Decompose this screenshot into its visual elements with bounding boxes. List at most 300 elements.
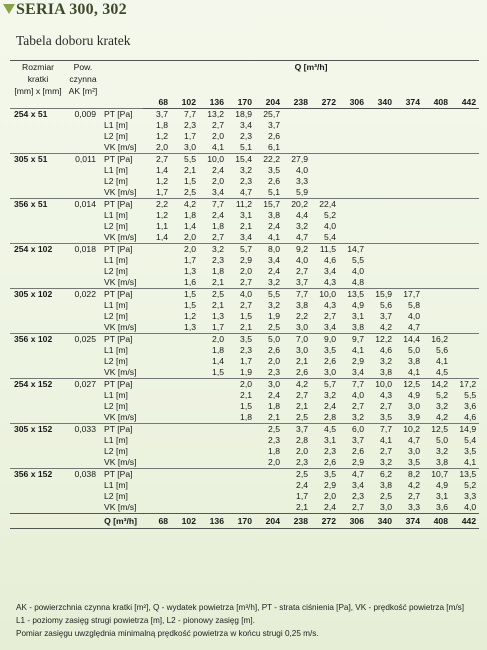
grille-area xyxy=(66,502,100,514)
value-cell xyxy=(199,480,227,491)
value-cell xyxy=(255,502,283,514)
value-cell: 1,5 xyxy=(212,367,224,377)
value-cell xyxy=(143,277,171,289)
value-cell: 2,1 xyxy=(268,412,280,422)
q-value: 238 xyxy=(283,97,311,109)
value-cell xyxy=(367,120,395,131)
q-value: 136 xyxy=(199,514,227,529)
grille-size: 356 x 102 xyxy=(10,334,66,346)
value-cell: 5,7 xyxy=(227,244,255,256)
value-cell xyxy=(227,480,255,491)
value-cell: 2,4 xyxy=(296,480,308,490)
value-cell: 2,6 xyxy=(268,176,280,186)
value-cell xyxy=(143,379,171,391)
value-cell: 3,5 xyxy=(408,457,420,467)
value-cell: 1,2 xyxy=(156,176,168,186)
grille-area: 0,014 xyxy=(66,199,100,211)
selection-table xyxy=(10,60,479,529)
value-cell: 3,5 xyxy=(311,469,339,481)
value-cell: 4,1 xyxy=(352,345,364,355)
value-cell xyxy=(227,491,255,502)
value-cell xyxy=(143,255,171,266)
value-cell xyxy=(143,244,171,256)
table-row xyxy=(10,244,479,256)
table-row xyxy=(10,457,479,469)
table-row xyxy=(10,300,479,311)
value-cell: 4,2 xyxy=(283,379,311,391)
value-cell: 1,8 xyxy=(212,221,224,231)
value-cell: 1,5 xyxy=(240,311,252,321)
grille-area xyxy=(66,356,100,367)
legend xyxy=(16,601,481,640)
value-cell: 5,9 xyxy=(296,187,308,197)
value-cell: 1,5 xyxy=(184,300,196,310)
q-value: 408 xyxy=(423,514,451,529)
value-cell: 1,9 xyxy=(268,311,280,321)
value-cell: 3,8 xyxy=(408,356,420,366)
label-header-cell xyxy=(100,73,143,85)
parameter-label: PT [Pa] xyxy=(100,379,143,391)
value-cell: 1,9 xyxy=(240,367,252,377)
q-value: 374 xyxy=(395,514,423,529)
parameter-label: PT [Pa] xyxy=(100,424,143,436)
value-cell: 4,7 xyxy=(296,232,308,242)
table-row xyxy=(10,232,479,244)
value-cell: 3,4 xyxy=(212,187,224,197)
parameter-label: PT [Pa] xyxy=(100,289,143,301)
q-value: 442 xyxy=(451,97,479,109)
grille-size xyxy=(10,277,66,289)
value-cell xyxy=(227,424,255,436)
value-cell: 9,7 xyxy=(339,334,367,346)
grille-area xyxy=(66,412,100,424)
value-cell: 1,4 xyxy=(156,232,168,242)
grille-size xyxy=(10,120,66,131)
parameter-label: L1 [m] xyxy=(104,165,128,175)
value-cell xyxy=(143,289,171,301)
value-cell: 1,7 xyxy=(240,356,252,366)
value-cell: 3,5 xyxy=(380,412,392,422)
value-cell xyxy=(339,232,367,244)
value-cell: 2,1 xyxy=(240,390,252,400)
grille-area xyxy=(66,176,100,187)
value-cell xyxy=(199,401,227,412)
value-cell: 4,9 xyxy=(352,300,364,310)
value-cell xyxy=(311,176,339,187)
table-row xyxy=(10,277,479,289)
value-cell: 2,2 xyxy=(143,199,171,211)
value-cell: 2,7 xyxy=(212,120,224,130)
value-cell: 12,2 xyxy=(367,334,395,346)
table-row xyxy=(10,390,479,401)
value-cell xyxy=(199,412,227,424)
grille-size xyxy=(10,345,66,356)
value-cell xyxy=(367,277,395,289)
value-cell: 2,4 xyxy=(268,390,280,400)
value-cell: 4,3 xyxy=(324,300,336,310)
q-value: 204 xyxy=(255,514,283,529)
value-cell: 2,6 xyxy=(268,345,280,355)
value-cell xyxy=(395,154,423,166)
value-cell: 5,6 xyxy=(380,300,392,310)
value-cell xyxy=(395,210,423,221)
grille-size xyxy=(10,401,66,412)
grille-area xyxy=(66,367,100,379)
grille-area: 0,022 xyxy=(66,289,100,301)
value-cell: 1,8 xyxy=(212,266,224,276)
value-cell xyxy=(171,435,199,446)
value-cell xyxy=(451,367,479,379)
grille-area: 0,027 xyxy=(66,379,100,391)
value-cell: 4,3 xyxy=(324,277,336,287)
area-header-cell: AK [m²] xyxy=(68,86,98,96)
parameter-label: PT [Pa] xyxy=(100,109,143,121)
value-cell: 3,0 xyxy=(296,322,308,332)
value-cell xyxy=(367,244,395,256)
value-cell: 4,0 xyxy=(352,266,364,276)
value-cell: 2,3 xyxy=(296,457,308,467)
value-cell: 5,7 xyxy=(311,379,339,391)
value-cell xyxy=(451,334,479,346)
q-value: 272 xyxy=(311,514,339,529)
grille-area: 0,038 xyxy=(66,469,100,481)
value-cell xyxy=(143,446,171,457)
value-cell xyxy=(171,457,199,469)
value-cell xyxy=(339,154,367,166)
table-row xyxy=(10,435,479,446)
value-cell: 7,0 xyxy=(283,334,311,346)
value-cell: 5,2 xyxy=(436,390,448,400)
value-cell: 2,7 xyxy=(380,401,392,411)
value-cell xyxy=(451,289,479,301)
value-cell: 1,4 xyxy=(156,165,168,175)
value-cell xyxy=(451,154,479,166)
grille-area xyxy=(66,390,100,401)
value-cell: 1,8 xyxy=(240,412,252,422)
value-cell xyxy=(311,131,339,142)
value-cell: 10,7 xyxy=(423,469,451,481)
value-cell xyxy=(171,401,199,412)
value-cell xyxy=(227,502,255,514)
value-cell: 3,0 xyxy=(184,142,196,152)
value-cell: 4,1 xyxy=(464,457,477,467)
value-cell: 6,0 xyxy=(339,424,367,436)
value-cell: 25,7 xyxy=(255,109,283,121)
value-cell xyxy=(451,165,479,176)
area-header-cell: czynna xyxy=(69,74,97,84)
value-cell: 4,1 xyxy=(212,142,224,152)
value-cell: 4,2 xyxy=(171,199,199,211)
value-cell: 2,9 xyxy=(240,255,252,265)
value-cell: 3,2 xyxy=(268,277,280,287)
value-cell xyxy=(367,266,395,277)
header-row xyxy=(10,85,479,97)
value-cell xyxy=(367,109,395,121)
grille-area xyxy=(66,401,100,412)
table-row xyxy=(10,199,479,211)
value-cell: 1,4 xyxy=(212,356,224,366)
value-cell xyxy=(451,311,479,322)
grille-size xyxy=(10,221,66,232)
value-cell xyxy=(311,120,339,131)
value-cell xyxy=(423,187,451,199)
value-cell: 2,0 xyxy=(268,457,280,467)
value-cell xyxy=(199,424,227,436)
value-cell: 4,0 xyxy=(408,311,420,321)
value-cell xyxy=(143,424,171,436)
value-cell xyxy=(423,232,451,244)
value-cell: 10,0 xyxy=(311,289,339,301)
value-cell xyxy=(339,142,367,154)
q-value: 170 xyxy=(227,514,255,529)
parameter-label: L2 [m] xyxy=(104,176,128,186)
value-cell: 2,3 xyxy=(240,131,252,141)
q-value: 340 xyxy=(367,514,395,529)
grille-area xyxy=(66,142,100,154)
value-cell: 3,0 xyxy=(408,401,420,411)
value-cell xyxy=(339,221,367,232)
grille-area xyxy=(66,322,100,334)
value-cell: 2,8 xyxy=(324,412,336,422)
value-cell: 4,6 xyxy=(380,345,392,355)
value-cell: 5,4 xyxy=(464,435,477,445)
label-header-cell xyxy=(100,97,143,109)
value-cell xyxy=(395,221,423,232)
value-cell: 7,7 xyxy=(339,379,367,391)
value-cell: 2,5 xyxy=(199,289,227,301)
value-cell xyxy=(143,401,171,412)
label-header-cell xyxy=(100,61,143,74)
value-cell xyxy=(395,142,423,154)
grille-area xyxy=(66,232,100,244)
value-cell: 3,3 xyxy=(296,176,308,186)
value-cell xyxy=(143,345,171,356)
value-cell: 2,3 xyxy=(324,446,336,456)
value-cell: 2,7 xyxy=(143,154,171,166)
legend-line-3: Pomiar zasięgu uwzględnia minimalną prędkość powietrza w końcu strugi 0,25 m/s. xyxy=(16,629,319,638)
parameter-label: L1 [m] xyxy=(104,300,128,310)
table-row xyxy=(10,255,479,266)
value-cell: 2,7 xyxy=(240,277,252,287)
grille-size: 254 x 152 xyxy=(10,379,66,391)
value-cell: 2,9 xyxy=(352,457,364,467)
value-cell: 2,7 xyxy=(296,266,308,276)
value-cell xyxy=(367,176,395,187)
parameter-label: VK [m/s] xyxy=(104,367,137,377)
value-cell xyxy=(423,244,451,256)
value-cell: 2,9 xyxy=(324,480,336,490)
value-cell: 2,3 xyxy=(240,176,252,186)
value-cell xyxy=(423,120,451,131)
value-cell: 3,2 xyxy=(380,457,392,467)
value-cell xyxy=(143,491,171,502)
value-cell: 2,7 xyxy=(324,311,336,321)
value-cell: 5,0 xyxy=(408,345,420,355)
value-cell: 2,6 xyxy=(296,367,308,377)
value-cell: 2,1 xyxy=(296,356,308,366)
value-cell xyxy=(199,379,227,391)
value-cell: 14,2 xyxy=(423,379,451,391)
value-cell xyxy=(367,232,395,244)
value-cell: 4,1 xyxy=(436,356,448,366)
value-cell: 4,9 xyxy=(408,390,420,400)
value-cell xyxy=(199,446,227,457)
value-cell: 20,2 xyxy=(283,199,311,211)
value-cell xyxy=(367,199,395,211)
value-cell: 2,6 xyxy=(352,446,364,456)
value-cell xyxy=(143,457,171,469)
value-cell: 7,7 xyxy=(283,289,311,301)
value-cell: 3,8 xyxy=(352,322,364,332)
value-cell xyxy=(199,502,227,514)
value-cell: 2,7 xyxy=(408,491,420,501)
value-cell: 2,3 xyxy=(212,255,224,265)
value-cell xyxy=(255,469,283,481)
q-footer-row xyxy=(10,514,479,529)
value-cell xyxy=(283,131,311,142)
value-cell: 22,4 xyxy=(311,199,339,211)
value-cell: 2,5 xyxy=(283,469,311,481)
value-cell xyxy=(367,165,395,176)
value-cell: 3,4 xyxy=(240,232,252,242)
value-cell xyxy=(143,469,171,481)
value-cell xyxy=(423,131,451,142)
value-cell: 2,6 xyxy=(324,457,336,467)
value-cell xyxy=(143,412,171,424)
grille-size xyxy=(10,491,66,502)
value-cell xyxy=(171,412,199,424)
value-cell: 5,2 xyxy=(464,480,477,490)
parameter-label: L1 [m] xyxy=(104,255,128,265)
value-cell: 2,1 xyxy=(296,401,308,411)
value-cell: 4,1 xyxy=(408,367,420,377)
value-cell: 10,2 xyxy=(395,424,423,436)
header xyxy=(0,0,487,22)
value-cell: 1,5 xyxy=(240,401,252,411)
value-cell: 3,4 xyxy=(324,322,336,332)
value-cell: 2,5 xyxy=(255,424,283,436)
grille-area xyxy=(66,435,100,446)
size-header-cell xyxy=(10,97,66,109)
value-cell: 2,4 xyxy=(324,401,336,411)
value-cell: 2,6 xyxy=(268,131,280,141)
value-cell: 3,2 xyxy=(240,165,252,175)
value-cell xyxy=(395,187,423,199)
grille-size xyxy=(10,322,66,334)
grille-area xyxy=(66,446,100,457)
value-cell xyxy=(339,210,367,221)
value-cell: 1,6 xyxy=(184,277,196,287)
value-cell xyxy=(423,221,451,232)
value-cell: 17,7 xyxy=(395,289,423,301)
value-cell xyxy=(451,187,479,199)
value-cell: 3,7 xyxy=(143,109,171,121)
value-cell: 10,0 xyxy=(199,154,227,166)
value-cell xyxy=(423,199,451,211)
value-cell: 7,7 xyxy=(199,199,227,211)
parameter-label: PT [Pa] xyxy=(100,469,143,481)
grille-size xyxy=(10,300,66,311)
grille-area: 0,033 xyxy=(66,424,100,436)
q-value: 306 xyxy=(339,97,367,109)
value-cell: 7,7 xyxy=(367,424,395,436)
q-value: 238 xyxy=(283,514,311,529)
value-cell: 4,0 xyxy=(296,165,308,175)
table-row xyxy=(10,210,479,221)
value-cell xyxy=(451,221,479,232)
grille-area xyxy=(66,187,100,199)
value-cell: 14,7 xyxy=(339,244,367,256)
value-cell: 2,1 xyxy=(240,221,252,231)
parameter-label: L2 [m] xyxy=(104,311,128,321)
value-cell: 5,4 xyxy=(324,232,336,242)
value-cell xyxy=(451,277,479,289)
value-cell: 4,7 xyxy=(408,322,420,332)
value-cell: 1,2 xyxy=(184,311,196,321)
value-cell xyxy=(451,322,479,334)
value-cell: 3,5 xyxy=(227,334,255,346)
value-cell xyxy=(423,165,451,176)
value-cell xyxy=(143,502,171,514)
value-cell: 3,4 xyxy=(240,120,252,130)
value-cell: 4,0 xyxy=(464,502,477,512)
legend-line-1: AK - powierzchnia czynna kratki [m²], Q - wydatek powietrza [m³/h], PT - strata ciśnienia [Pa], VK - prędkość powietrza [m/s] xyxy=(16,603,465,612)
grille-size xyxy=(10,311,66,322)
value-cell: 3,8 xyxy=(436,457,448,467)
value-cell: 2,7 xyxy=(240,300,252,310)
value-cell: 2,0 xyxy=(212,131,224,141)
value-cell xyxy=(255,491,283,502)
value-cell xyxy=(395,266,423,277)
q-value: 102 xyxy=(171,514,199,529)
value-cell: 1,3 xyxy=(212,311,224,321)
area-header-cell xyxy=(66,97,100,109)
value-cell: 3,6 xyxy=(464,401,477,411)
value-cell xyxy=(367,142,395,154)
table-row xyxy=(10,266,479,277)
value-cell: 5,5 xyxy=(464,390,477,400)
value-cell xyxy=(339,109,367,121)
value-cell xyxy=(171,390,199,401)
value-cell: 4,9 xyxy=(436,480,448,490)
value-cell: 3,8 xyxy=(268,210,280,220)
table-subtitle: Tabela doboru kratek xyxy=(16,33,131,48)
value-cell: 2,1 xyxy=(212,277,224,287)
table-row xyxy=(10,469,479,481)
value-cell xyxy=(423,109,451,121)
q-header-title: Q [m³/h] xyxy=(294,62,328,72)
parameter-label: L2 [m] xyxy=(104,491,128,501)
value-cell: 14,9 xyxy=(451,424,479,436)
table-row xyxy=(10,289,479,301)
value-cell: 3,0 xyxy=(296,345,308,355)
grille-area xyxy=(66,300,100,311)
grille-size xyxy=(10,210,66,221)
grille-area xyxy=(66,345,100,356)
value-cell: 4,1 xyxy=(380,435,392,445)
grille-size xyxy=(10,356,66,367)
value-cell xyxy=(143,480,171,491)
table-row xyxy=(10,187,479,199)
value-cell xyxy=(143,300,171,311)
grille-size xyxy=(10,435,66,446)
grille-size xyxy=(10,131,66,142)
grille-area xyxy=(66,131,100,142)
value-cell xyxy=(171,491,199,502)
value-cell: 2,0 xyxy=(171,244,199,256)
value-cell xyxy=(339,187,367,199)
value-cell: 2,3 xyxy=(240,345,252,355)
